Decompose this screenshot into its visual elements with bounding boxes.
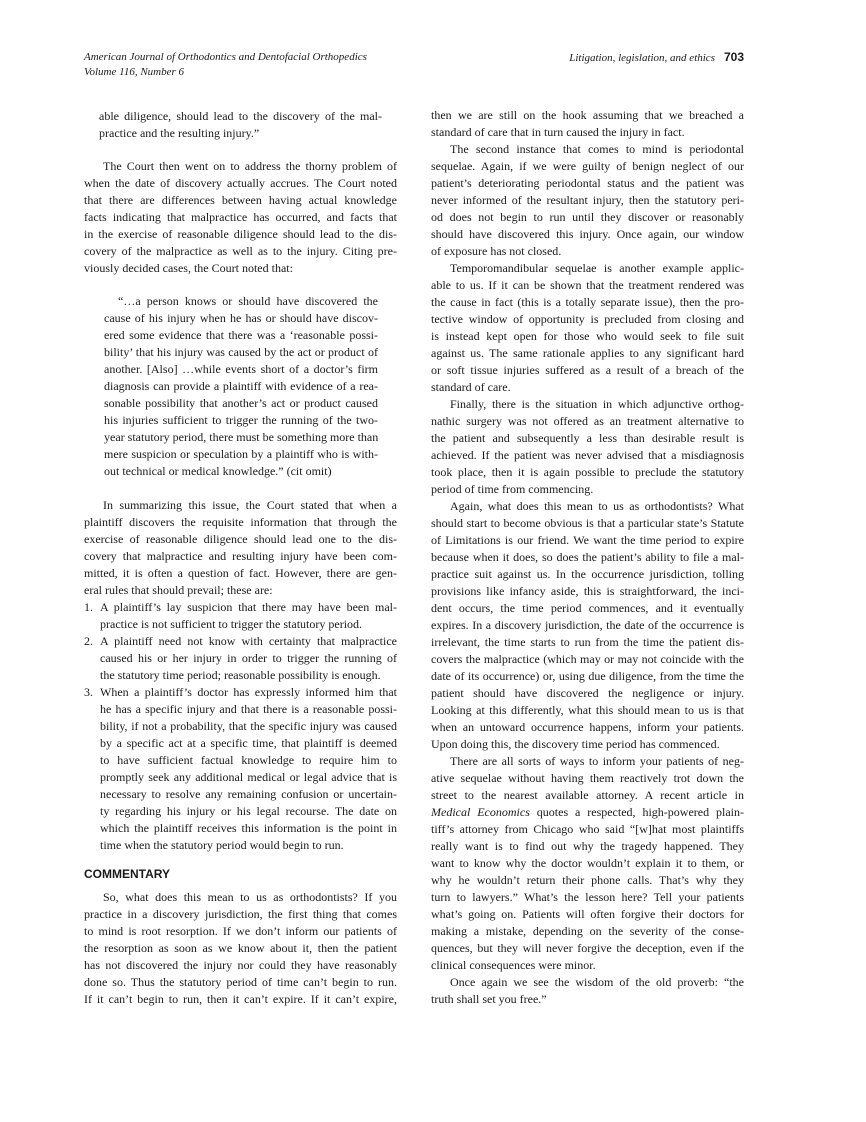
running-header-right: [569, 50, 744, 66]
text-line: street to the nearest available attorney. A recent article in: [431, 788, 744, 802]
paragraph: [431, 396, 744, 498]
text-line: took place, then it is again possible to preclude the statutory: [431, 465, 744, 479]
paragraph: [431, 498, 744, 753]
text-line: able diligence, should lead to the discovery of the mal-: [99, 109, 382, 123]
text-line: which the plaintiff receives this information is the point in: [100, 821, 397, 835]
text-line: covery that malpractice and resulting injury have been com-: [84, 549, 397, 563]
text-line: that there are differences between having actual knowledge: [84, 193, 397, 207]
list-item: [84, 684, 397, 854]
text-line: ty regarding his injury or his legal recourse. The date on: [100, 804, 397, 818]
text-line: truth shall set you free.”: [431, 992, 547, 1006]
block-quote-court: [104, 293, 378, 480]
text-line: caused his or her injury in order to trigger the running of: [100, 651, 397, 665]
text-line: cause of his injury when he has or should have discov-: [104, 311, 378, 325]
list-number: 2.: [84, 634, 93, 648]
text-line: never informed of the resultant injury, then the statutory peri-: [431, 193, 744, 207]
text-span: quotes a respected, high-powered plain-: [529, 805, 744, 819]
text-line: when an untoward occurrence happens, inform your patients.: [431, 720, 744, 734]
text-line: practice and the resulting injury.”: [99, 126, 260, 140]
text-line: patient’s deteriorating periodontal status and the patient was: [431, 176, 744, 190]
list-item: [84, 633, 397, 684]
text-line: Once again we see the wisdom of the old proverb: “the: [450, 975, 744, 989]
text-line: [431, 804, 744, 821]
text-line: to have sufficient factual knowledge to require him to: [100, 753, 397, 767]
text-line: making a mistake, depending on the severity of the conse-: [431, 924, 744, 938]
paragraph: [431, 753, 744, 974]
text-line: patient should have discovered the negligence or injury.: [431, 686, 744, 700]
text-line: able to us. If it can be shown that the treatment rendered was: [431, 278, 744, 292]
text-line: standard of care.: [431, 380, 511, 394]
italic-title: Medical Economics: [431, 805, 530, 819]
text-line: or soft tissue injuries suffered as a result of a breach of the: [431, 363, 744, 377]
journal-volume: Volume 116, Number 6: [84, 66, 185, 78]
text-line: exercise of reasonable diligence should lead one to the dis-: [84, 532, 397, 546]
text-line: the statutory time period; reasonable possibility is enough.: [100, 668, 381, 682]
section-heading-commentary: COMMENTARY: [84, 867, 170, 881]
text-line: In summarizing this issue, the Court stated that when a: [103, 498, 397, 512]
text-line: So, what does this mean to us as orthodontists? If you: [103, 890, 397, 904]
text-line: why he wouldn’t return their phone calls. That’s why they: [431, 873, 744, 887]
text-line: clinical consequences were minor.: [431, 958, 596, 972]
text-line: If it can’t begin to run, then it can’t expire. If it can’t expire,: [84, 992, 397, 1006]
text-line: should have discovered this injury. Once again, our window: [431, 227, 744, 241]
text-line: dent occurs, the time period commences, and it eventually: [431, 601, 744, 615]
text-line: time when the statutory period would begin to run.: [100, 838, 344, 852]
text-line: is instead kept open for those who would seek to file suit: [431, 329, 744, 343]
text-line: really want is to find out why the tragedy happened. They: [431, 839, 744, 853]
page-number: 703: [723, 50, 744, 64]
text-line: he has a specific injury and that there is a reasonable possi-: [100, 702, 397, 716]
text-line: by a specific act at a specific time, that plaintiff is deemed: [100, 736, 397, 750]
text-line: when the date of discovery actually accrues. The Court noted: [84, 176, 397, 190]
text-line: Again, what does this mean to us as orthodontists? What: [450, 499, 744, 513]
text-line: should start to become obvious is that a particular state’s Statute: [431, 516, 744, 530]
text-line: promptly seek any additional medical or legal advice that is: [100, 770, 397, 784]
text-line: viously decided cases, the Court noted that:: [84, 261, 293, 275]
right-column: [431, 107, 744, 1008]
paragraph: [431, 974, 744, 1008]
journal-title: American Journal of Orthodontics and Dentofacial Orthopedics: [84, 51, 367, 63]
text-line: ered some evidence that there was a ‘reasonable possi-: [104, 328, 378, 342]
text-line: The Court then went on to address the thorny problem of: [103, 159, 397, 173]
text-line: turn to lawyers.” What’s the lesson here? Tell your patients: [431, 890, 744, 904]
text-line: his injuries sufficient to trigger the running of the two-: [104, 413, 378, 427]
text-line: mere suspicion or speculation by a plaintiff who is with-: [104, 447, 378, 461]
text-line: facts indicating that malpractice has occurred, and facts that: [84, 210, 397, 224]
text-line: covers the malpractice (which may or may not coincide with the: [431, 652, 744, 666]
section-title: Litigation, legislation, and ethics: [569, 52, 715, 64]
list-item: [84, 599, 397, 633]
text-line: Upon doing this, the discovery time period has commenced.: [431, 737, 720, 751]
text-line: covery of the malpractice as well as to the injury. Citing pre-: [84, 244, 397, 258]
text-line: “…a person knows or should have discovered the: [118, 294, 378, 308]
text-line: practice in a discovery jurisdiction, the first thing that comes: [84, 907, 397, 921]
text-line: then we are still on the hook assuming that we breached a: [431, 108, 744, 122]
text-line: tiff’s attorney from Chicago who said “[w]hat most plaintiffs: [431, 822, 744, 836]
text-line: because when it does, so does the patient’s ability to file a mal-: [431, 550, 744, 564]
paragraph-summary-and-rules: [84, 497, 397, 854]
text-line: the cause in fact (this is a totally separate issue), then the pro-: [431, 295, 744, 309]
text-line: another. [Also] …while events short of a doctor’s firm: [104, 362, 378, 376]
text-line: diagnosis can provide a plaintiff with evidence of a rea-: [104, 379, 378, 393]
text-line: sonable possibility that another’s act or product caused: [104, 396, 378, 410]
text-line: in the exercise of reasonable diligence should lead to the dis-: [84, 227, 397, 241]
running-header-left: [84, 50, 367, 80]
text-line: nathic surgery was not offered as an treatment alternative to: [431, 414, 744, 428]
text-line: Looking at this differently, what this should mean to us is that: [431, 703, 744, 717]
text-line: plaintiff discovers the requisite information that through the: [84, 515, 397, 529]
text-line: want to know why the doctor wouldn’t explain it to them, or: [431, 856, 744, 870]
text-line: necessary to resolve any remaining confusion or uncertain-: [100, 787, 397, 801]
text-line: of Limitations is our friend. We want the time period to expire: [431, 533, 744, 547]
text-line: A plaintiff need not know with certainty that malpractice: [100, 634, 397, 648]
paragraph: [431, 260, 744, 396]
text-line: achieved. If the patient was never advised that a misdiagnosis: [431, 448, 744, 462]
text-line: done so. Thus the statutory period of time can’t begin to run.: [84, 975, 397, 989]
list-number: 3.: [84, 685, 93, 699]
text-line: ative sequelae without having them reactively trot down the: [431, 771, 744, 785]
text-line: quences, but they will never forgive the deception, even if the: [431, 941, 744, 955]
text-line: bility’ that his injury was caused by the act or product of: [104, 345, 378, 359]
text-line: Finally, there is the situation in which adjunctive orthog-: [450, 397, 744, 411]
text-line: When a plaintiff’s doctor has expressly informed him that: [100, 685, 397, 699]
text-line: irrelevant, the time starts to run from the time the patient dis-: [431, 635, 744, 649]
paragraph: [431, 141, 744, 260]
text-line: The second instance that comes to mind is periodontal: [450, 142, 744, 156]
text-line: against us. The same rationale applies to any significant hard: [431, 346, 744, 360]
text-line: expires. In a discovery jurisdiction, the date of the occurrence is: [431, 618, 744, 632]
text-line: period of time from commencing.: [431, 482, 594, 496]
text-line: od does not begin to run until they discover or reasonably: [431, 210, 744, 224]
block-quote-continuation: [99, 108, 382, 142]
text-line: date of its occurrence) or, using due diligence, from the time the: [431, 669, 744, 683]
text-line: to mind is root resorption. If we don’t inform our patients of: [84, 924, 397, 938]
text-line: Temporomandibular sequelae is another example applic-: [450, 261, 744, 275]
list-number: 1.: [84, 600, 93, 614]
text-line: bility, if not a probability, that the specific injury was caused: [100, 719, 397, 733]
text-line: the resorption as soon as we know about it, then the patient: [84, 941, 397, 955]
text-line: mitted, it is often a question of fact. However, there are gen-: [84, 566, 397, 580]
text-line: practice suit against us. In the occurrence jurisdiction, tolling: [431, 567, 744, 581]
paragraph-commentary: [84, 889, 397, 1008]
paragraph-court-discovery: [84, 158, 397, 277]
text-line: provisions like infancy aside, this is straightforward, the inci-: [431, 584, 744, 598]
text-line: sequelae. Again, if we were guilty of benign neglect of our: [431, 159, 744, 173]
paragraph: [431, 107, 744, 141]
text-line: year statutory period, there must be something more than: [104, 430, 379, 444]
text-line: has not discovered the injury nor could they have reasonably: [84, 958, 397, 972]
text-line: There are all sorts of ways to inform your patients of neg-: [450, 754, 744, 768]
text-line: eral rules that should prevail; these are:: [84, 583, 273, 597]
text-line: what’s going on. Patients will often forgive their doctors for: [431, 907, 744, 921]
text-line: practice is not sufficient to trigger the statutory period.: [100, 617, 363, 631]
text-line: out technical or medical knowledge.” (cit omit): [104, 464, 332, 478]
text-line: A plaintiff’s lay suspicion that there may have been mal-: [100, 600, 397, 614]
text-line: the patient and subsequently a less than desirable result is: [431, 431, 744, 445]
text-line: tective window of opportunity is precluded from closing and: [431, 312, 744, 326]
text-line: of exposure has not closed.: [431, 244, 562, 258]
text-line: standard of care that in turn caused the injury in fact.: [431, 125, 685, 139]
